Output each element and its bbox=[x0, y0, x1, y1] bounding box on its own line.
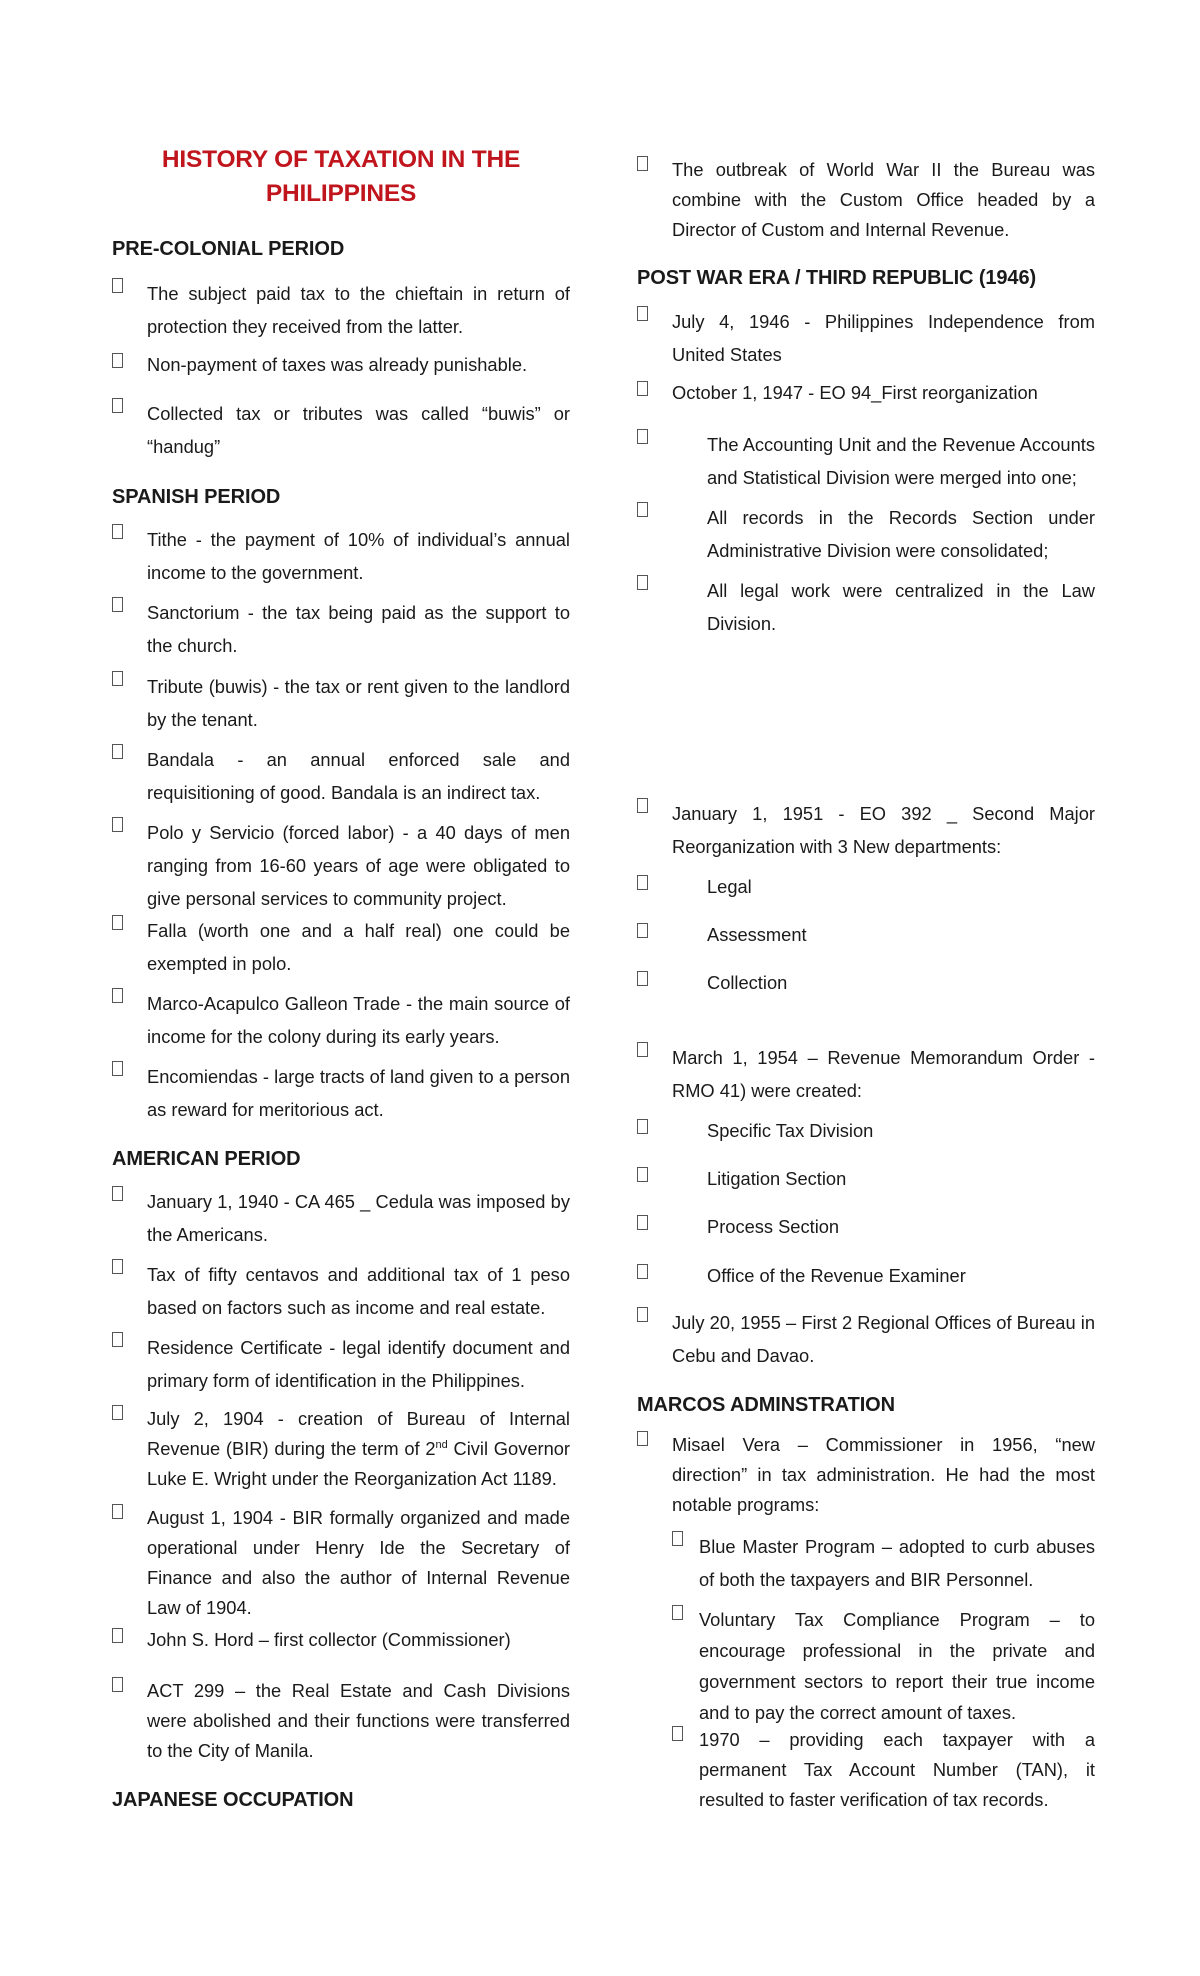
list-item: The outbreak of World War II the Bureau was combine with the Custom Office headed by a Director of Custom and Internal Revenue. bbox=[637, 155, 1095, 245]
bullet-icon bbox=[637, 1264, 648, 1279]
bullet-icon bbox=[112, 1628, 123, 1643]
list-item: Non-payment of taxes was already punishable. bbox=[112, 352, 570, 377]
bullet-icon bbox=[637, 1042, 648, 1057]
list-item: Sanctorium - the tax being paid as the support to the church. bbox=[112, 596, 570, 662]
bullet-icon bbox=[112, 1677, 123, 1692]
bullet-icon bbox=[637, 875, 648, 890]
bullet-icon bbox=[112, 744, 123, 759]
bullet-icon bbox=[672, 1531, 683, 1546]
list-item: Bandala - an annual enforced sale and requisitioning of good. Bandala is an indirect tax. bbox=[112, 743, 570, 809]
bullet-icon bbox=[637, 923, 648, 938]
bullet-icon bbox=[637, 798, 648, 813]
bullet-icon bbox=[637, 381, 648, 396]
bullet-icon bbox=[637, 1307, 648, 1322]
list-item: Residence Certificate - legal identify document and primary form of identification in the Philippines. bbox=[112, 1331, 570, 1397]
bullet-icon bbox=[112, 1504, 123, 1519]
list-item: August 1, 1904 - BIR formally organized and made operational under Henry Ide the Secretary of Finance and also the author of Internal Revenue Law of 1904. bbox=[112, 1503, 570, 1623]
postwar-heading: POST WAR ERA / THIRD REPUBLIC (1946) bbox=[637, 267, 1037, 289]
japanese-heading: JAPANESE OCCUPATION bbox=[112, 1789, 354, 1811]
list-item: Misael Vera – Commissioner in 1956, “new direction” in tax administration. He had the most notable programs: bbox=[637, 1430, 1095, 1520]
list-item: Tax of fifty centavos and additional tax of 1 peso based on factors such as income and real estate. bbox=[112, 1258, 570, 1324]
document-title: HISTORY OF TAXATION IN THE PHILIPPINES bbox=[161, 146, 521, 207]
bullet-icon bbox=[672, 1726, 683, 1741]
sub-list-item: Process Section bbox=[637, 1214, 1095, 1239]
spanish-heading: SPANISH PERIOD bbox=[112, 486, 281, 508]
bullet-icon bbox=[112, 1061, 123, 1076]
list-item: July 20, 1955 – First 2 Regional Offices of Bureau in Cebu and Davao. bbox=[637, 1306, 1095, 1372]
bullet-icon bbox=[112, 671, 123, 686]
bullet-icon bbox=[112, 1259, 123, 1274]
bullet-icon bbox=[112, 597, 123, 612]
sub-list-item: Blue Master Program – adopted to curb abuses of both the taxpayers and BIR Personnel. bbox=[637, 1530, 1095, 1596]
sub-list-item: Assessment bbox=[637, 922, 1095, 947]
bullet-icon bbox=[112, 817, 123, 832]
list-item: ACT 299 – the Real Estate and Cash Divisions were abolished and their functions were transferred to the City of Manila. bbox=[112, 1676, 570, 1766]
bullet-icon bbox=[637, 971, 648, 986]
bullet-icon bbox=[637, 1167, 648, 1182]
list-item: Encomiendas - large tracts of land given to a person as reward for meritorious act. bbox=[112, 1060, 570, 1126]
bullet-icon bbox=[637, 575, 648, 590]
bullet-icon bbox=[637, 306, 648, 321]
list-item: John S. Hord – first collector (Commissioner) bbox=[112, 1627, 570, 1652]
list-item: Tithe - the payment of 10% of individual’s annual income to the government. bbox=[112, 523, 570, 589]
sub-list-item: Voluntary Tax Compliance Program – to encourage professional in the private and government sectors to report their true income and to pay the correct amount of taxes. bbox=[637, 1604, 1095, 1728]
sub-list-item: Collection bbox=[637, 970, 1095, 995]
list-item: Tribute (buwis) - the tax or rent given to the landlord by the tenant. bbox=[112, 670, 570, 736]
bullet-icon bbox=[637, 1431, 648, 1446]
bullet-icon bbox=[672, 1605, 683, 1620]
bullet-icon bbox=[112, 1186, 123, 1201]
bullet-icon bbox=[112, 398, 123, 413]
bullet-icon bbox=[112, 988, 123, 1003]
sub-list-item: 1970 – providing each taxpayer with a permanent Tax Account Number (TAN), it resulted to faster verification of tax records. bbox=[637, 1725, 1095, 1815]
list-item: July 4, 1946 - Philippines Independence from United States bbox=[637, 305, 1095, 371]
bullet-icon bbox=[112, 524, 123, 539]
bullet-icon bbox=[112, 353, 123, 368]
bullet-icon bbox=[112, 278, 123, 293]
sub-list-item: Legal bbox=[637, 874, 1095, 899]
list-item: Falla (worth one and a half real) one could be exempted in polo. bbox=[112, 914, 570, 980]
bullet-icon bbox=[112, 1405, 123, 1420]
sub-list-item: Specific Tax Division bbox=[637, 1118, 1095, 1143]
sub-list-item: All legal work were centralized in the Law Division. bbox=[637, 574, 1095, 640]
bullet-icon bbox=[637, 502, 648, 517]
bullet-icon bbox=[637, 429, 648, 444]
list-item: Marco-Acapulco Galleon Trade - the main source of income for the colony during its early years. bbox=[112, 987, 570, 1053]
bullet-icon bbox=[637, 1119, 648, 1134]
bir-creation-text: July 2, 1904 - creation of Bureau of Internal Revenue (BIR) during the term of 2nd Civil Governor Luke E. Wright under the Reorganization Act 1189. bbox=[147, 1408, 571, 1489]
list-item: March 1, 1954 – Revenue Memorandum Order - RMO 41) were created: bbox=[637, 1041, 1095, 1107]
bullet-icon bbox=[637, 1215, 648, 1230]
list-item: January 1, 1951 - EO 392 _ Second Major Reorganization with 3 New departments: bbox=[637, 797, 1095, 863]
list-item: The subject paid tax to the chieftain in return of protection they received from the latter. bbox=[112, 277, 570, 343]
sub-list-item: All records in the Records Section under Administrative Division were consolidated; bbox=[637, 501, 1095, 567]
list-item: January 1, 1940 - CA 465 _ Cedula was imposed by the Americans. bbox=[112, 1185, 570, 1251]
bullet-icon bbox=[637, 156, 648, 171]
american-heading: AMERICAN PERIOD bbox=[112, 1148, 301, 1170]
list-item: Polo y Servicio (forced labor) - a 40 days of men ranging from 16-60 years of age were obligated to give personal services to community project. bbox=[112, 816, 570, 915]
marcos-heading: MARCOS ADMINSTRATION bbox=[637, 1394, 895, 1416]
sub-list-item: The Accounting Unit and the Revenue Accounts and Statistical Division were merged into one; bbox=[637, 428, 1095, 494]
list-item: October 1, 1947 - EO 94_First reorganization bbox=[637, 380, 1095, 405]
sub-list-item: Office of the Revenue Examiner bbox=[637, 1263, 1095, 1288]
list-item bbox=[112, 1404, 570, 1494]
sub-list-item: Litigation Section bbox=[637, 1166, 1095, 1191]
bullet-icon bbox=[112, 1332, 123, 1347]
precolonial-heading: PRE-COLONIAL PERIOD bbox=[112, 238, 345, 260]
list-item: Collected tax or tributes was called “buwis” or “handug” bbox=[112, 397, 570, 463]
bullet-icon bbox=[112, 915, 123, 930]
